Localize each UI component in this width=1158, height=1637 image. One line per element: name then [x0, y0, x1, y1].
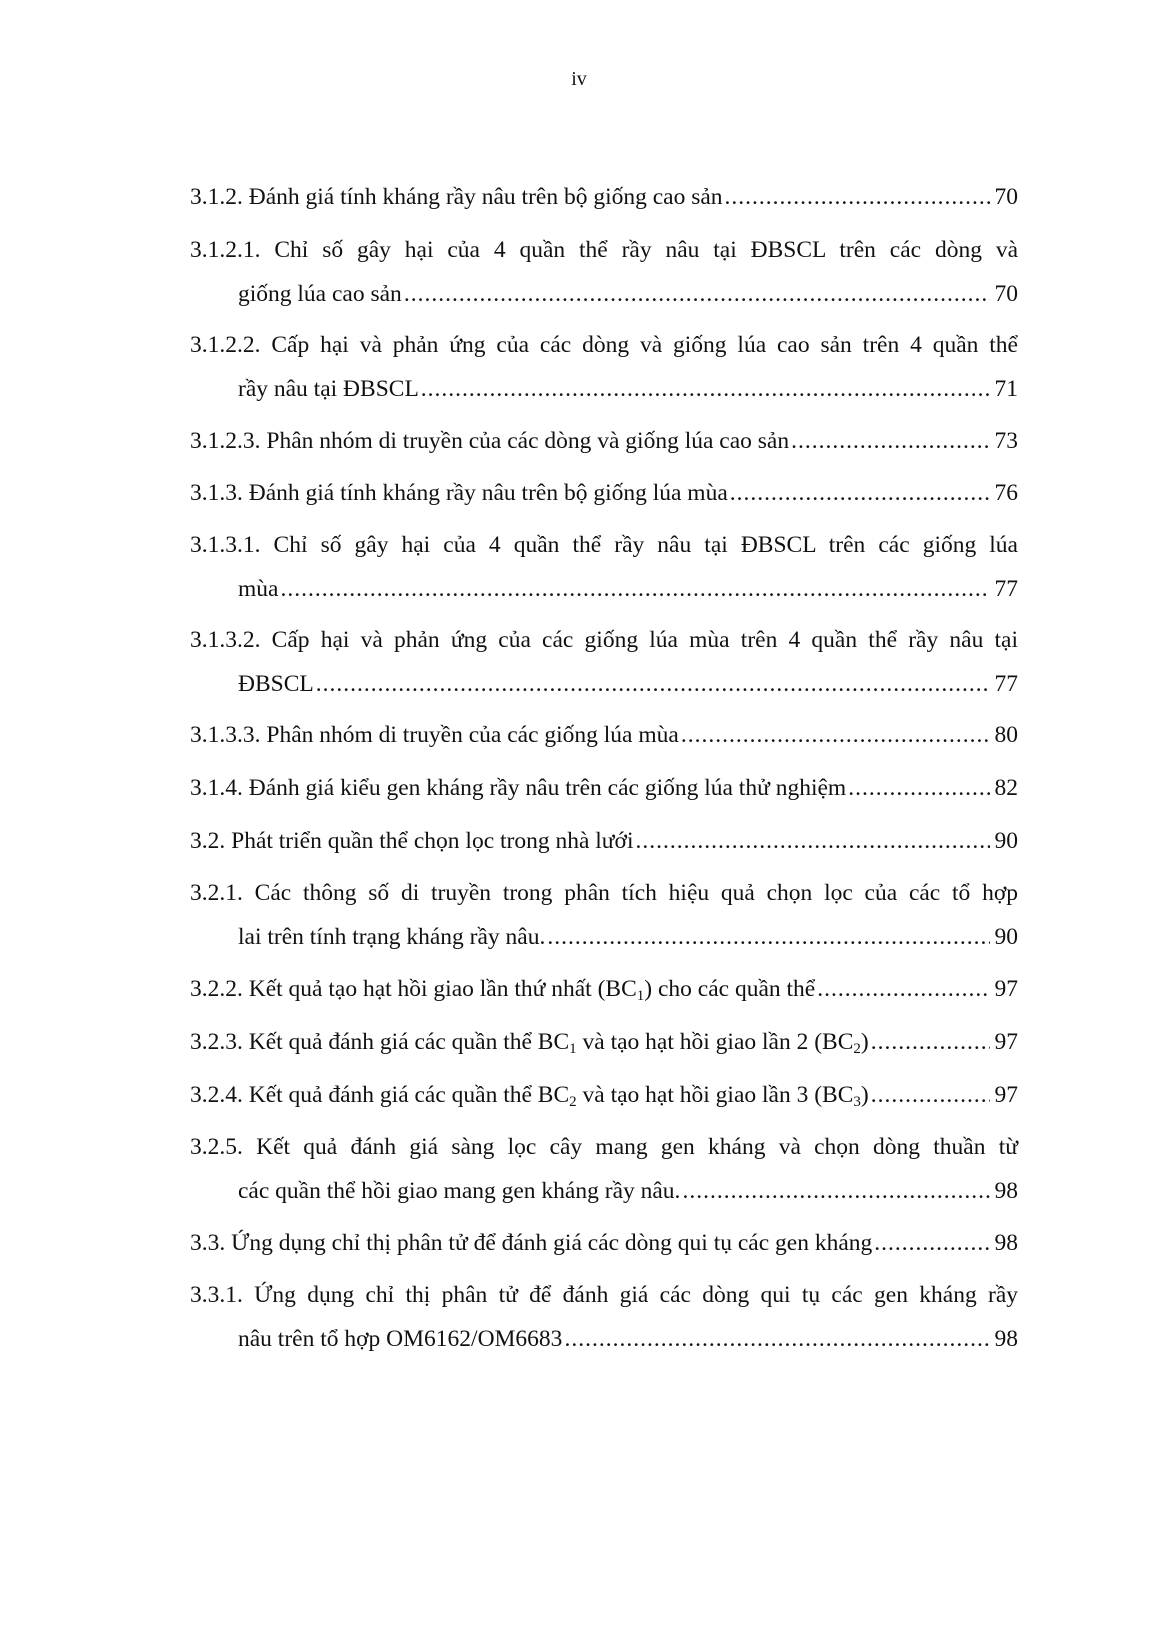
toc-entry-title: 3.1.2.1. Chỉ số gây hại của 4 quần thể rầy nâu tại ĐBSCL trên các dòng và — [190, 237, 1018, 263]
toc-entry — [190, 880, 1018, 951]
toc-entry-title: 3.2.3. Kết quả đánh giá các quần thể $BC_1$ và tạo hạt hồi giao lần 2 $(BC_2)$ — [190, 1029, 869, 1057]
toc-entry-page: 90 — [994, 828, 1018, 854]
toc-entry-title-cont: giống lúa cao sản — [238, 281, 402, 307]
toc-entry — [190, 1029, 1018, 1056]
toc-entry-title: 3.2.5. Kết quả đánh giá sàng lọc cây mang gen kháng và chọn dòng thuần từ — [190, 1134, 1018, 1160]
toc-entry-title: 3.2. Phát triển quần thể chọn lọc trong nhà lưới — [190, 828, 634, 854]
dot-leader — [316, 671, 990, 698]
toc-entry-page: 76 — [994, 480, 1018, 506]
dot-leader — [791, 428, 990, 455]
dot-leader — [404, 281, 990, 308]
toc-entry-title: 3.3. Ứng dụng chỉ thị phân tử để đánh giá các dòng qui tụ các gen kháng — [190, 1230, 873, 1256]
toc-entry — [190, 775, 1018, 802]
toc-entry-page: 97 — [994, 1082, 1018, 1108]
toc-entry-title: 3.1.2.2. Cấp hại và phản ứng của các dòng và giống lúa cao sản trên 4 quần thể — [190, 332, 1018, 358]
toc-entry — [190, 627, 1018, 698]
toc-entry — [190, 1230, 1018, 1257]
toc-entry — [190, 480, 1018, 507]
toc-entry-title: 3.1.2.3. Phân nhóm di truyền của các dòng và giống lúa cao sản — [190, 428, 790, 454]
toc-entry-title: 3.2.1. Các thông số di truyền trong phân tích hiệu quả chọn lọc của các tổ hợp — [190, 880, 1018, 906]
toc-entry-page: 98 — [994, 1230, 1018, 1256]
dot-leader — [681, 722, 990, 749]
toc-entry-page: 97 — [994, 976, 1018, 1002]
toc-entry-page: 70 — [994, 184, 1018, 210]
toc-entry — [190, 1282, 1018, 1353]
toc-entry — [190, 722, 1018, 749]
toc-entry-page: 97 — [994, 1029, 1018, 1055]
toc-entry-page: 80 — [994, 722, 1018, 748]
toc-entry-page: 77 — [994, 671, 1018, 697]
dot-leader — [871, 1029, 990, 1056]
toc-entry — [190, 237, 1018, 308]
toc-entry-page: 90 — [994, 924, 1018, 950]
dot-leader — [730, 480, 990, 507]
toc-entry-title: 3.3.1. Ứng dụng chỉ thị phân tử để đánh giá các dòng qui tụ các gen kháng rầy — [190, 1282, 1018, 1308]
toc-entry-page: 82 — [994, 775, 1018, 801]
dot-leader — [848, 775, 990, 802]
dot-leader — [725, 184, 990, 211]
dot-leader — [280, 576, 990, 603]
dot-leader — [421, 376, 990, 403]
toc-entry-title-cont: nâu trên tổ hợp OM6162/OM6683 — [238, 1326, 563, 1352]
toc-entry — [190, 184, 1018, 211]
dot-leader — [817, 976, 990, 1003]
dot-leader — [871, 1082, 990, 1109]
toc-entry-title: 3.2.2. Kết quả tạo hạt hồi giao lần thứ nhất $(BC_1)$ cho các quần thể — [190, 976, 816, 1004]
toc-entry-page: 98 — [994, 1326, 1018, 1352]
dot-leader — [564, 1326, 990, 1353]
toc-entry — [190, 428, 1018, 455]
toc-entry-page: 70 — [994, 281, 1018, 307]
toc-entry-title: 3.1.4. Đánh giá kiểu gen kháng rầy nâu trên các giống lúa thử nghiệm — [190, 775, 847, 801]
toc-entry — [190, 828, 1018, 855]
toc-entry-title-cont: các quần thể hồi giao mang gen kháng rầy nâu. — [238, 1178, 681, 1204]
toc-entry-page: 98 — [994, 1178, 1018, 1204]
toc-entry-title: 3.1.3.1. Chỉ số gây hại của 4 quần thể rầy nâu tại ĐBSCL trên các giống lúa — [190, 532, 1018, 558]
toc-entry-title: 3.1.3.2. Cấp hại và phản ứng của các giống lúa mùa trên 4 quần thể rầy nâu tại — [190, 627, 1018, 653]
toc-entry-title: 3.1.3. Đánh giá tính kháng rầy nâu trên bộ giống lúa mùa — [190, 480, 728, 506]
page-number: iv — [571, 68, 587, 90]
toc-entry-title-cont: ĐBSCL — [238, 671, 314, 697]
toc-entry-title-cont: rầy nâu tại ĐBSCL — [238, 376, 419, 402]
toc-entry — [190, 532, 1018, 603]
dot-leader — [682, 1178, 990, 1205]
toc-entry-page: 73 — [994, 428, 1018, 454]
toc-entry — [190, 1134, 1018, 1205]
toc-entry — [190, 332, 1018, 403]
toc-entry-title: 3.1.2. Đánh giá tính kháng rầy nâu trên bộ giống cao sản — [190, 184, 723, 210]
toc-entry — [190, 976, 1018, 1003]
toc-entry-title: 3.2.4. Kết quả đánh giá các quần thể $BC_2$ và tạo hạt hồi giao lần 3 $(BC_3)$ — [190, 1082, 869, 1110]
dot-leader — [636, 828, 990, 855]
toc-entry-title: 3.1.3.3. Phân nhóm di truyền của các giống lúa mùa — [190, 722, 679, 748]
dot-leader — [874, 1230, 990, 1257]
toc-entry-page: 77 — [994, 576, 1018, 602]
dot-leader — [547, 924, 990, 951]
toc-entry-title-cont: lai trên tính trạng kháng rầy nâu. — [238, 924, 546, 950]
toc-entry-page: 71 — [994, 376, 1018, 402]
toc-entry-title-cont: mùa — [238, 576, 279, 602]
toc-entry — [190, 1082, 1018, 1109]
